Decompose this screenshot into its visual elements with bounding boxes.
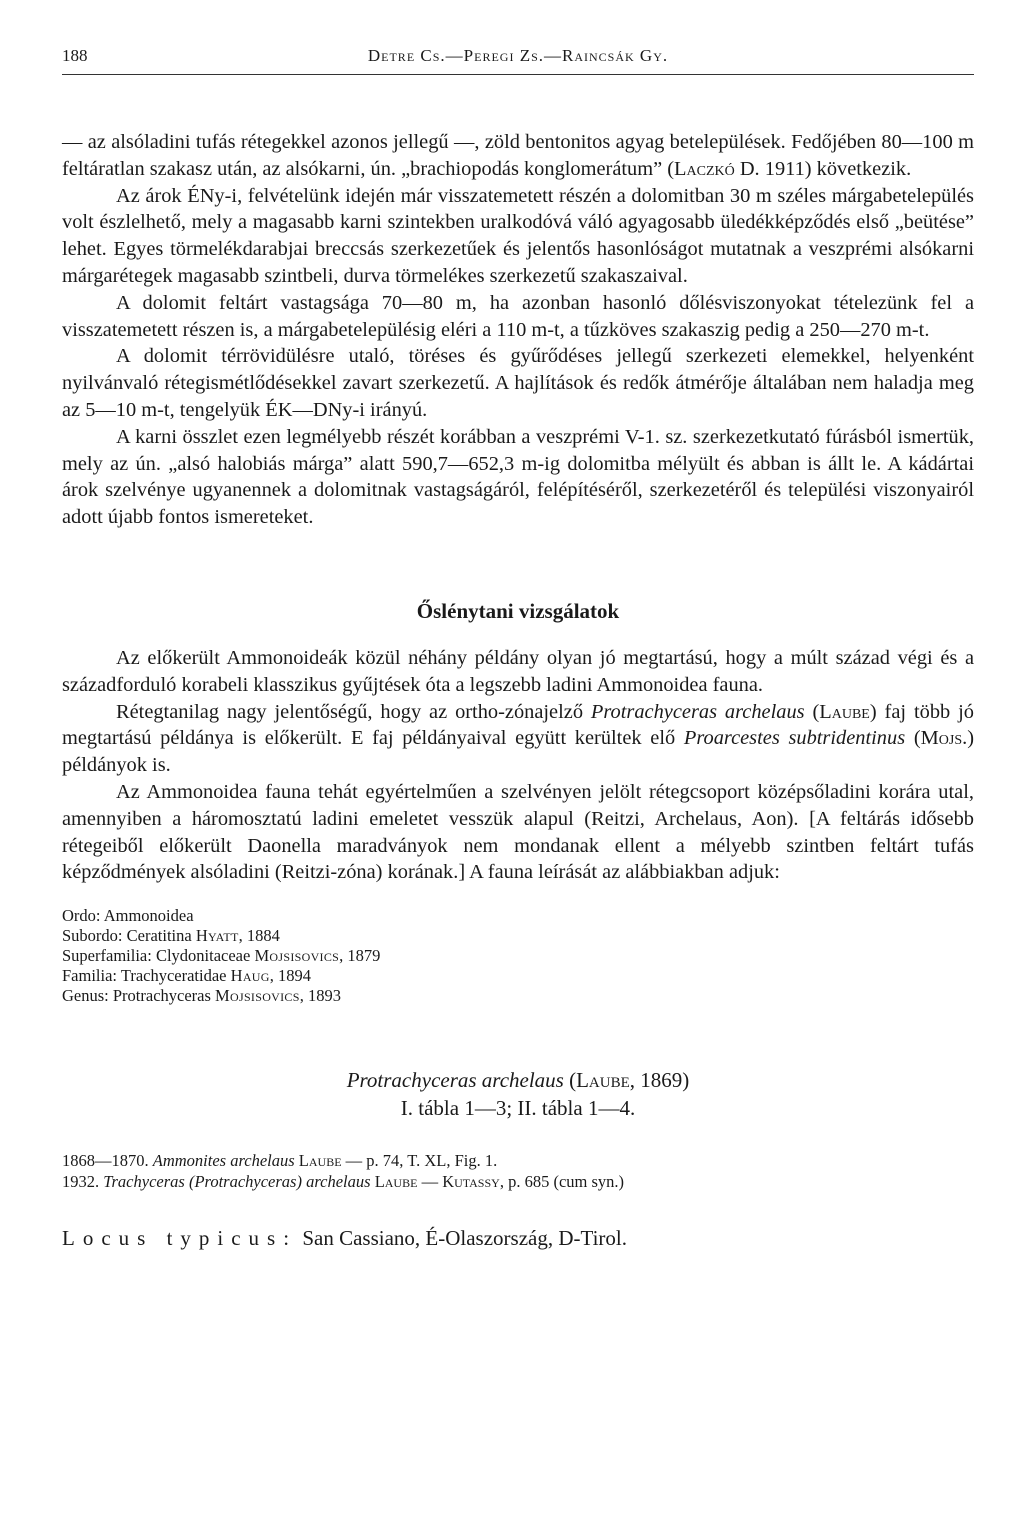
taxonomy-label: Ordo:: [62, 906, 101, 926]
italic-text: Ammonites archelaus: [152, 1151, 295, 1171]
taxonomy-label: Genus:: [62, 986, 109, 1006]
italic-text: Proarcestes subtridentinus: [683, 727, 906, 750]
taxonomy-label: Subordo:: [62, 926, 123, 946]
body-text-top: [62, 129, 974, 531]
locus-typicus: [62, 1224, 974, 1252]
text-run: — az alsóladini tufás rétegekkel azonos jellegű —, zöld bentonitos agyag betelepülések. Fedőjében 80—100 m feltáratlan szakasz után, az alsókarni, ún. „brachiopodás konglomerátum” (: [62, 131, 974, 180]
section-title: Őslénytani vizsgálatok: [416, 598, 620, 623]
text-run: 1868—1870.: [62, 1151, 153, 1171]
locus-value: San Cassiano, É-Olaszország, D-Tirol.: [302, 1226, 628, 1251]
text-run: (: [905, 727, 921, 750]
taxonomy-name: Trachyceratidae: [120, 966, 227, 986]
taxonomy-year: , 1884: [238, 926, 280, 946]
text-run: ) faj több jó megtartású példánya is előkerült. E faj példányaival együtt kerültek elő: [62, 700, 974, 750]
text-run: Az előkerült Ammonoideák közül néhány példány olyan jó megtartású, hogy a múlt század végi és a századforduló korabeli klasszikus gyűjtések óta a legszebb ladini Ammonoidea fauna.: [62, 646, 974, 696]
species-heading: [62, 1066, 974, 1122]
author-name: Kutassy: [442, 1172, 500, 1192]
paragraph: [62, 183, 974, 290]
italic-text: Trachyceras (Protrachyceras) archelaus: [103, 1172, 371, 1192]
text-run: — p. 74, T. XL, Fig. 1.: [341, 1151, 498, 1171]
taxonomy-author: Hyatt: [195, 926, 239, 946]
taxonomy-author: Haug: [230, 966, 270, 986]
author-name: Laube: [819, 700, 870, 723]
taxonomy-label: Superfamilia:: [62, 946, 152, 966]
taxonomy-year: , 1893: [299, 986, 341, 1006]
running-head-authors: Detre Cs.—Peregi Zs.—Raincsák Gy.: [367, 46, 669, 65]
taxonomy-author: Mojsisovics: [254, 946, 340, 966]
running-head: [62, 46, 974, 75]
taxonomy-name: Ammonoidea: [103, 906, 194, 926]
taxonomy-row: [62, 906, 974, 926]
page: [62, 46, 974, 1252]
paragraph: [62, 645, 974, 699]
author-name: Laube: [374, 1172, 418, 1192]
paragraph: [62, 699, 974, 779]
text-run: D. 1911) következik.: [734, 157, 912, 180]
text-run: A dolomit térrövidülésre utaló, töréses és gyűrődéses jellegű szerkezeti elemekkel, helyenként nyilvánvaló rétegismétlődésekkel zavart szerkezetű. A hajlítások és redők átmérője általában nem haladja meg az 5—10 m-t, tengelyük ÉK—DNy-i irányú.: [62, 345, 974, 421]
paragraph: [62, 779, 974, 886]
text-run: A dolomit feltárt vastagsága 70—80 m, ha azonban hasonló dőlésviszonyokat tételezünk fel a visszatemetett részen is, a márgabetelepülésig eléri a 110 m-t, a tűzköves szakaszig pedig a 250—270 m-t.: [62, 291, 974, 341]
text-run: ) példányok is.: [62, 727, 974, 777]
species-plates: I. tábla 1—3; II. tábla 1—4.: [400, 1096, 636, 1121]
text-run: Az árok ÉNy-i, felvételünk idején már visszatemetett részén a dolomitban 30 m széles márgabetelepülés volt észlelhető, mely a magasabb karni szintekben uralkodóvá váló agyagosabb üledékképződés első „beütése” lehet. Egyes törmelékdarabjai breccsás szerkezetűek és jelentős hasonlóságot mutatnak a veszprémi alsókarni márgarétegek magasabb szintbeli, durva törmelékes szerkezetű szakaszaival.: [62, 184, 974, 287]
text-run: A karni összlet ezen legmélyebb részét korábban a veszprémi V-1. sz. szerkezetkutató fúrásból ismertük, mely az ún. „alsó halobiás márga” alatt 590,7—652,3 m-ig dolomitba mélyült és abban is állt le. A kádártai árok szelvénye ugyanennek a dolomitnak vastagságáról, felépítéséről, szerkezetéről és települési viszonyairól adott újabb fontos ismereteket.: [62, 425, 974, 529]
paragraph: [62, 129, 974, 183]
paragraph: [62, 290, 974, 344]
synonymy-entry: [62, 1171, 974, 1192]
taxonomy-list: [62, 906, 974, 1006]
body-text-paleontology: [62, 645, 974, 886]
species-name: Protrachyceras archelaus: [346, 1068, 564, 1093]
taxonomy-row: [62, 926, 974, 946]
page-number: 188: [62, 46, 88, 65]
text-run: Rétegtanilag nagy jelentőségű, hogy az ortho-zónajelző: [116, 700, 591, 723]
paragraph: [62, 343, 974, 423]
locus-label: Locus typicus:: [62, 1226, 298, 1251]
author-name: Mojs.: [920, 727, 968, 750]
taxonomy-author: Mojsisovics: [215, 986, 300, 1006]
taxonomy-year: , 1894: [269, 966, 311, 986]
taxonomy-row: [62, 966, 974, 986]
text-run: 1932.: [62, 1172, 104, 1192]
taxonomy-name: Protrachyceras: [112, 986, 211, 1006]
italic-text: Protrachyceras archelaus: [590, 700, 805, 723]
species-author: Laube: [576, 1068, 630, 1093]
taxonomy-name: Ceratitina: [126, 926, 192, 946]
text-run: (: [804, 700, 820, 723]
taxonomy-row: [62, 946, 974, 966]
taxonomy-year: , 1879: [339, 946, 381, 966]
synonymy-entry: [62, 1150, 974, 1171]
taxonomy-row: [62, 986, 974, 1006]
text-run: Az Ammonoidea fauna tehát egyértelműen a szelvényen jelölt rétegcsoport középsőladini korára utal, amennyiben a háromosztatú ladini emeletet vesszük alapul (Reitzi, Archelaus, Aon). [A feltárás idősebb rétegeiből előkerült Daonella maradványok nem mondanak ellent a mélyebb szintben feltárt tufás képződmények alsóladini (Reitzi-zóna) korának.] A fauna leírását az alábbiakban adjuk:: [62, 780, 974, 884]
taxonomy-label: Familia:: [62, 966, 117, 986]
synonymy-list: [62, 1150, 974, 1192]
text-run: —: [417, 1172, 443, 1192]
species-title: Protrachyceras archelaus (Laube, 1869): [346, 1068, 690, 1093]
paragraph: [62, 424, 974, 531]
taxonomy-name: Clydonitaceae: [155, 946, 251, 966]
author-name: Laube: [298, 1151, 342, 1171]
text-run: , p. 685 (cum syn.): [499, 1172, 625, 1192]
species-year: 1869: [640, 1068, 683, 1093]
author-name: Laczkó: [674, 157, 735, 180]
